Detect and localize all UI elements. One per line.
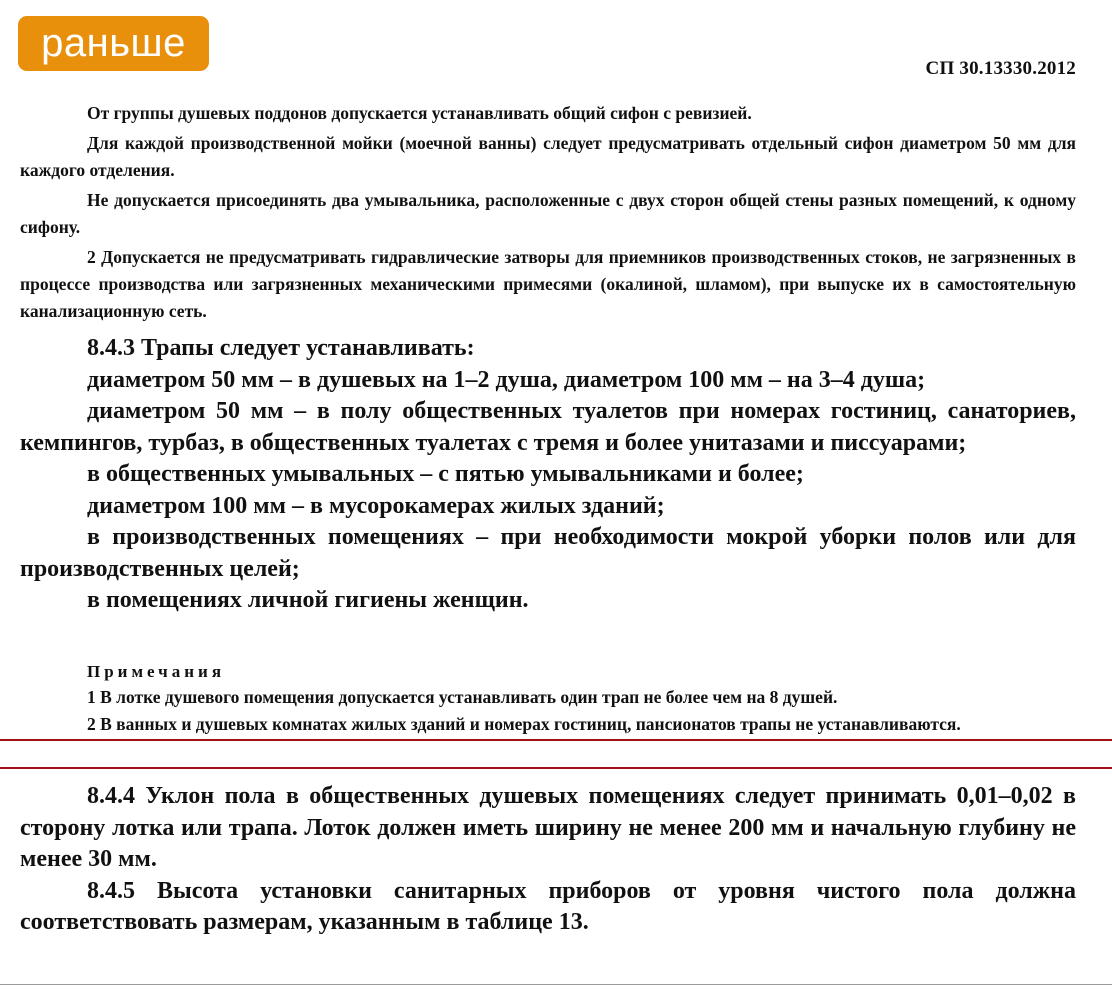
highlight-bottom-rule	[0, 767, 1112, 769]
note-item: 1 В лотке душевого помещения допускается устанавливать один трап не более чем на 8 душей.	[87, 687, 838, 707]
paragraph-8-4-4: 8.4.4 Уклон пола в общественных душевых помещениях следует принимать 0,01–0,02 в сторону лотка или трапа. Лоток должен иметь ширину не менее 200 мм и начальную глубину не менее 30 мм.	[20, 783, 1076, 872]
list-item: в производственных помещениях – при необходимости мокрой уборки полов или для производственных целей;	[20, 524, 1076, 582]
paragraph-two-washbasins: Не допускается присоединять два умывальника, расположенные с двух сторон общей стены разных помещений, к одному сифону.	[20, 190, 1076, 237]
note-item-highlighted: 2 В ванных и душевых комнатах жилых зданий и номерах гостиниц, пансионатов трапы не устанавливаются.	[87, 714, 961, 734]
highlight-top-rule	[0, 739, 1112, 741]
notes-block	[20, 659, 1076, 741]
section-heading-8-4-3: 8.4.3 Трапы следует устанавливать:	[87, 335, 475, 361]
paragraph-note-2-hydraulic-seals: 2 Допускается не предусматривать гидравлические затворы для приемников производственных стоков, не загрязненных в процессе производства или загрязненных механическими примесями (окалиной, шламом), при выпуске их в самостоятельную канализационную сеть.	[20, 247, 1076, 321]
bottom-text-block	[20, 781, 1076, 939]
notes-heading: Примечания	[87, 662, 226, 681]
badge-earlier: раньше	[18, 16, 209, 71]
paragraph-8-4-5: 8.4.5 Высота установки санитарных приборов от уровня чистого пола должна соответствовать размерам, указанным в таблице 13.	[20, 877, 1076, 935]
paragraph-siphon-group: От группы душевых поддонов допускается устанавливать общий сифон с ревизией.	[87, 103, 752, 123]
list-item: в общественных умывальных – с пятью умывальниками и более;	[87, 461, 804, 487]
list-item: диаметром 50 мм – в душевых на 1–2 душа, диаметром 100 мм – на 3–4 душа;	[87, 366, 926, 393]
top-text-block	[20, 100, 1076, 328]
list-item: диаметром 50 мм – в полу общественных туалетов при номерах гостиниц, санаториев, кемпингов, турбаз, в общественных туалетах с тремя и более унитазами и писсуарами;	[20, 398, 1076, 456]
paragraph-production-sink: Для каждой производственной мойки (моечной ванны) следует предусматривать отдельный сифон диаметром 50 мм для каждого отделения.	[20, 133, 1076, 180]
document-number: СП 30.13330.2012	[925, 58, 1076, 79]
section-8-4-3	[20, 333, 1076, 617]
list-item: диаметром 100 мм – в мусорокамерах жилых зданий;	[87, 492, 665, 519]
list-item: в помещениях личной гигиены женщин.	[87, 587, 529, 613]
page-bottom-divider	[0, 984, 1112, 985]
